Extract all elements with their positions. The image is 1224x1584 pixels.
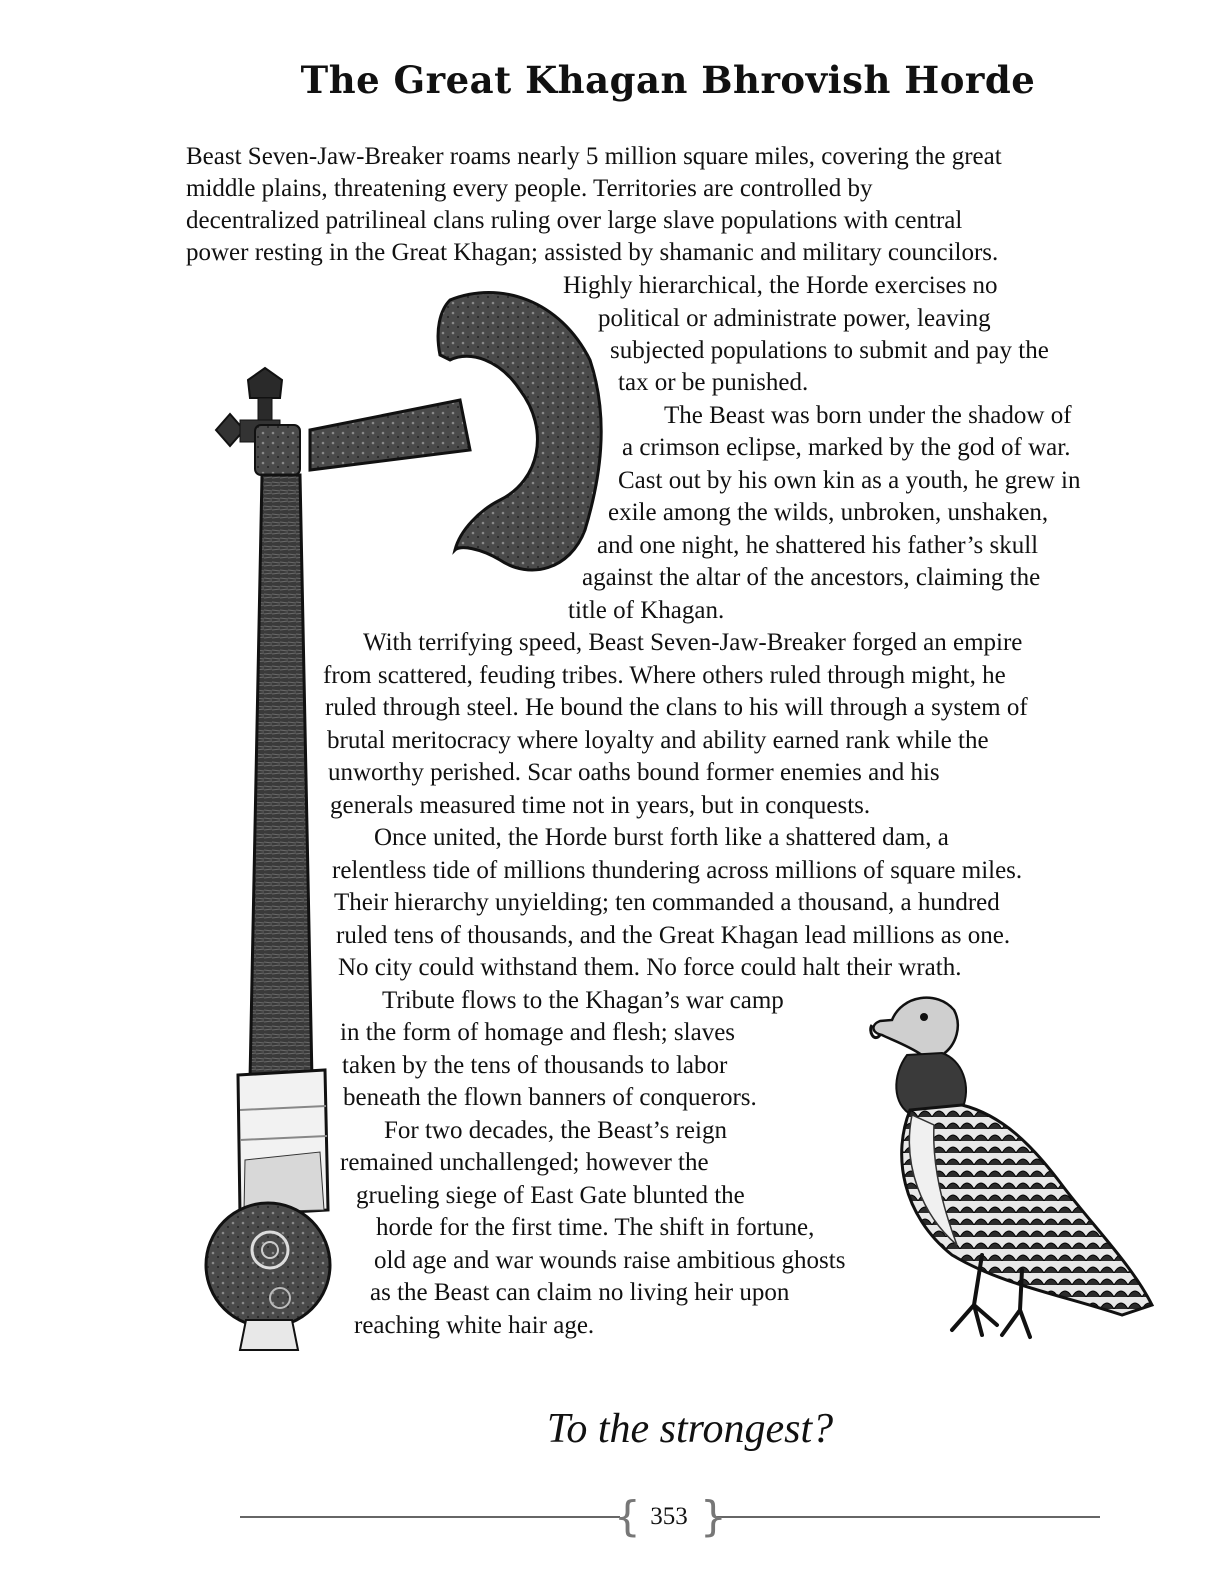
text-line: No city could withstand them. No force could halt their wrath.	[338, 954, 962, 981]
text-line: Once united, the Horde burst forth like a shattered dam, a	[374, 824, 949, 851]
text-line: horde for the first time. The shift in fortune,	[376, 1214, 815, 1241]
axe-crown	[248, 368, 282, 398]
text-line: ruled tens of thousands, and the Great Khagan lead millions as one.	[336, 922, 1011, 949]
text-line: unworthy perished. Scar oaths bound former enemies and his	[328, 759, 940, 786]
text-line: The Beast was born under the shadow of	[664, 402, 1072, 429]
axe-handle	[250, 475, 312, 1080]
vulture-head	[873, 998, 957, 1055]
footer-rule-right	[716, 1516, 1100, 1518]
text-line: ruled through steel. He bound the clans to his will through a system of	[325, 694, 1028, 721]
text-line: old age and war wounds raise ambitious ghosts	[374, 1247, 846, 1274]
text-line: For two decades, the Beast’s reign	[384, 1117, 727, 1144]
text-line: relentless tide of millions thundering across millions of square miles.	[332, 857, 1023, 884]
text-line: grueling siege of East Gate blunted the	[356, 1182, 745, 1209]
text-line: Cast out by his own kin as a youth, he grew in	[618, 467, 1081, 494]
text-line: in the form of homage and flesh; slaves	[340, 1019, 736, 1046]
text-line: tax or be punished.	[618, 369, 809, 396]
footer-rule-left	[240, 1516, 620, 1518]
right-brace-ornament: }	[700, 1492, 727, 1541]
text-line: middle plains, threatening every people. Territories are controlled by	[186, 175, 873, 202]
text-line: exile among the wilds, unbroken, unshaken,	[608, 499, 1049, 526]
text-line: subjected populations to submit and pay the	[610, 337, 1049, 364]
page-title: The Great Khagan Bhrovish Horde	[300, 58, 1036, 102]
text-line: Tribute flows to the Khagan’s war camp	[382, 987, 784, 1014]
text-line: political or administrate power, leaving	[598, 305, 991, 332]
text-line: remained unchallenged; however the	[340, 1149, 709, 1176]
text-line: as the Beast can claim no living heir upon	[370, 1279, 790, 1306]
axe-pommel	[206, 1203, 330, 1327]
text-line: and one night, he shattered his father’s skull	[597, 532, 1039, 559]
text-line: generals measured time not in years, but in conquests.	[330, 792, 871, 819]
text-line: brutal meritocracy where loyalty and ability earned rank while the	[327, 727, 989, 754]
tagline: To the strongest?	[546, 1406, 834, 1452]
text-line: reaching white hair age.	[354, 1312, 595, 1339]
text-line: from scattered, feuding tribes. Where others ruled through might, he	[323, 662, 1006, 689]
text-line: against the altar of the ancestors, claiming the	[582, 564, 1041, 591]
text-line: With terrifying speed, Beast Seven-Jaw-Breaker forged an empire	[363, 629, 1023, 656]
vulture-illustration	[862, 985, 1162, 1355]
text-line: a crimson eclipse, marked by the god of war.	[622, 434, 1071, 461]
text-line: taken by the tens of thousands to labor	[342, 1052, 728, 1079]
text-line: Highly hierarchical, the Horde exercises no	[563, 272, 998, 299]
text-line: beneath the flown banners of conquerors.	[343, 1084, 757, 1111]
text-line: decentralized patrilineal clans ruling over large slave populations with central	[186, 207, 963, 234]
text-line: power resting in the Great Khagan; assisted by shamanic and military councilors.	[186, 239, 999, 266]
text-line: Beast Seven-Jaw-Breaker roams nearly 5 million square miles, covering the great	[186, 143, 1002, 170]
page-number: 353	[650, 1503, 688, 1530]
text-line: title of Khagan.	[568, 597, 725, 624]
text-line: Their hierarchy unyielding; ten commanded a thousand, a hundred	[334, 889, 1000, 916]
left-brace-ornament: {	[614, 1492, 641, 1541]
